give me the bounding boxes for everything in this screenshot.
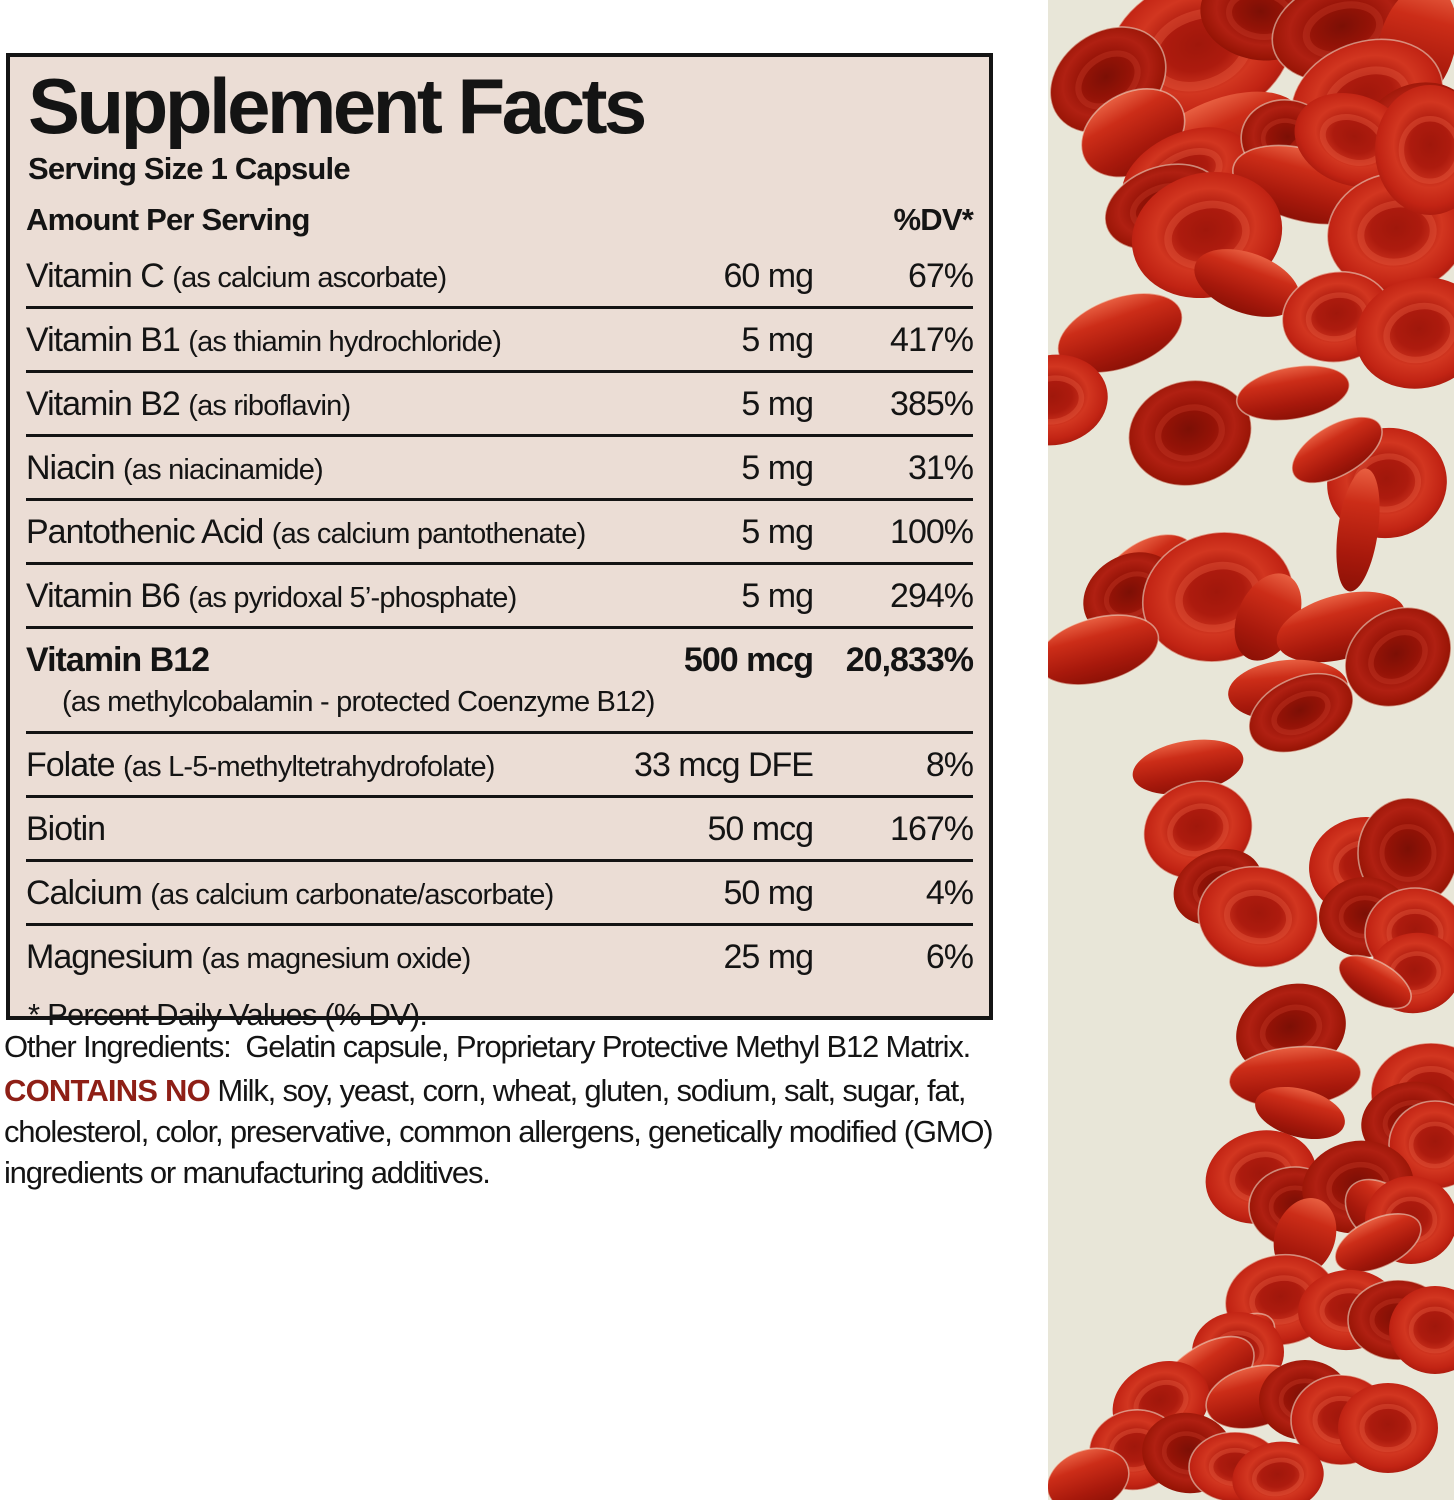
nutrient-name: Pantothenic Acid <box>26 512 264 551</box>
table-row <box>26 565 973 626</box>
nutrient-amount: 5 mg <box>741 576 813 615</box>
nutrient-amount: 500 mcg <box>683 640 813 679</box>
table-header <box>26 194 973 245</box>
nutrient-source: (as thiamin hydrochloride) <box>188 325 502 358</box>
nutrient-dv: 4% <box>925 873 973 912</box>
other-ingredients <box>4 1028 1018 1067</box>
nutrient-dv: 67% <box>907 256 973 295</box>
nutrient-source: (as calcium carbonate/ascorbate) <box>150 878 554 911</box>
nutrient-amount: 60 mg <box>723 256 813 295</box>
table-row <box>26 926 973 987</box>
nutrient-amount: 5 mg <box>741 448 813 487</box>
nutrient-dv: 8% <box>925 745 973 784</box>
table-row <box>26 798 973 859</box>
table-row <box>26 501 973 562</box>
nutrient-dv: 20,833% <box>845 640 973 679</box>
panel-title: Supplement Facts <box>28 62 644 150</box>
nutrient-amount: 50 mg <box>723 873 813 912</box>
contains-no-statement <box>4 1070 1022 1194</box>
nutrient-dv: 417% <box>890 320 973 359</box>
nutrient-source: (as niacinamide) <box>122 453 323 486</box>
nutrient-amount: 5 mg <box>741 512 813 551</box>
blood-cells-illustration <box>1048 0 1454 1500</box>
nutrient-source: (as methylcobalamin - protected Coenzyme B12) <box>62 685 655 718</box>
nutrient-amount: 5 mg <box>741 384 813 423</box>
nutrient-name: Calcium <box>26 873 142 912</box>
nutrient-source: (as calcium ascorbate) <box>172 261 447 294</box>
nutrient-table <box>26 245 973 987</box>
supplement-facts-panel <box>6 53 993 1032</box>
nutrient-name: Vitamin C <box>26 256 164 295</box>
nutrient-dv: 100% <box>890 512 973 551</box>
nutrient-dv: 6% <box>925 937 973 976</box>
nutrient-source: (as pyridoxal 5’-phosphate) <box>188 581 517 614</box>
blood-cells-svg <box>1048 0 1454 1500</box>
contains-no-label: CONTAINS NO <box>4 1073 210 1108</box>
contains-no-text: Milk, soy, yeast, corn, wheat, gluten, sodium, salt, sugar, fat, cholesterol, color, preservative, common allergens, genetically modified (GMO) ingredients or manufacturing additives. <box>4 1073 993 1191</box>
table-row <box>26 734 973 795</box>
table-row <box>26 862 973 923</box>
nutrient-dv: 385% <box>890 384 973 423</box>
dv-footnote: * Percent Daily Values (% DV). <box>28 996 428 1032</box>
nutrient-amount: 5 mg <box>741 320 813 359</box>
table-row-vitamin-b12 <box>26 629 973 690</box>
serving-size: Serving Size 1 Capsule <box>28 150 350 186</box>
nutrient-name: Biotin <box>26 809 106 848</box>
nutrient-source: (as L-5-methyltetrahydrofolate) <box>122 750 495 783</box>
other-ingredients-text: Gelatin capsule, Proprietary Protective Methyl B12 Matrix. <box>245 1029 971 1064</box>
nutrient-name: Vitamin B12 <box>26 640 210 679</box>
other-ingredients-label: Other Ingredients: <box>4 1029 231 1064</box>
nutrient-dv: 167% <box>890 809 973 848</box>
nutrient-amount: 25 mg <box>723 937 813 976</box>
nutrient-source: (as magnesium oxide) <box>201 942 471 975</box>
nutrient-amount: 50 mcg <box>707 809 813 848</box>
nutrient-name: Vitamin B6 <box>26 576 180 615</box>
nutrient-name: Niacin <box>26 448 115 487</box>
table-row <box>26 437 973 498</box>
nutrient-name: Vitamin B2 <box>26 384 180 423</box>
nutrient-source: (as riboflavin) <box>188 389 351 422</box>
amount-per-serving-label: Amount Per Serving <box>26 201 310 237</box>
nutrient-amount: 33 mcg DFE <box>634 745 813 784</box>
table-row <box>26 309 973 370</box>
nutrient-dv: 294% <box>890 576 973 615</box>
table-row <box>26 245 973 306</box>
nutrient-source: (as calcium pantothenate) <box>271 517 586 550</box>
table-row <box>26 373 973 434</box>
nutrient-name: Folate <box>26 745 115 784</box>
nutrient-name: Vitamin B1 <box>26 320 180 359</box>
dv-header-label: %DV* <box>893 201 973 237</box>
nutrient-name: Magnesium <box>26 937 193 976</box>
nutrient-dv: 31% <box>907 448 973 487</box>
